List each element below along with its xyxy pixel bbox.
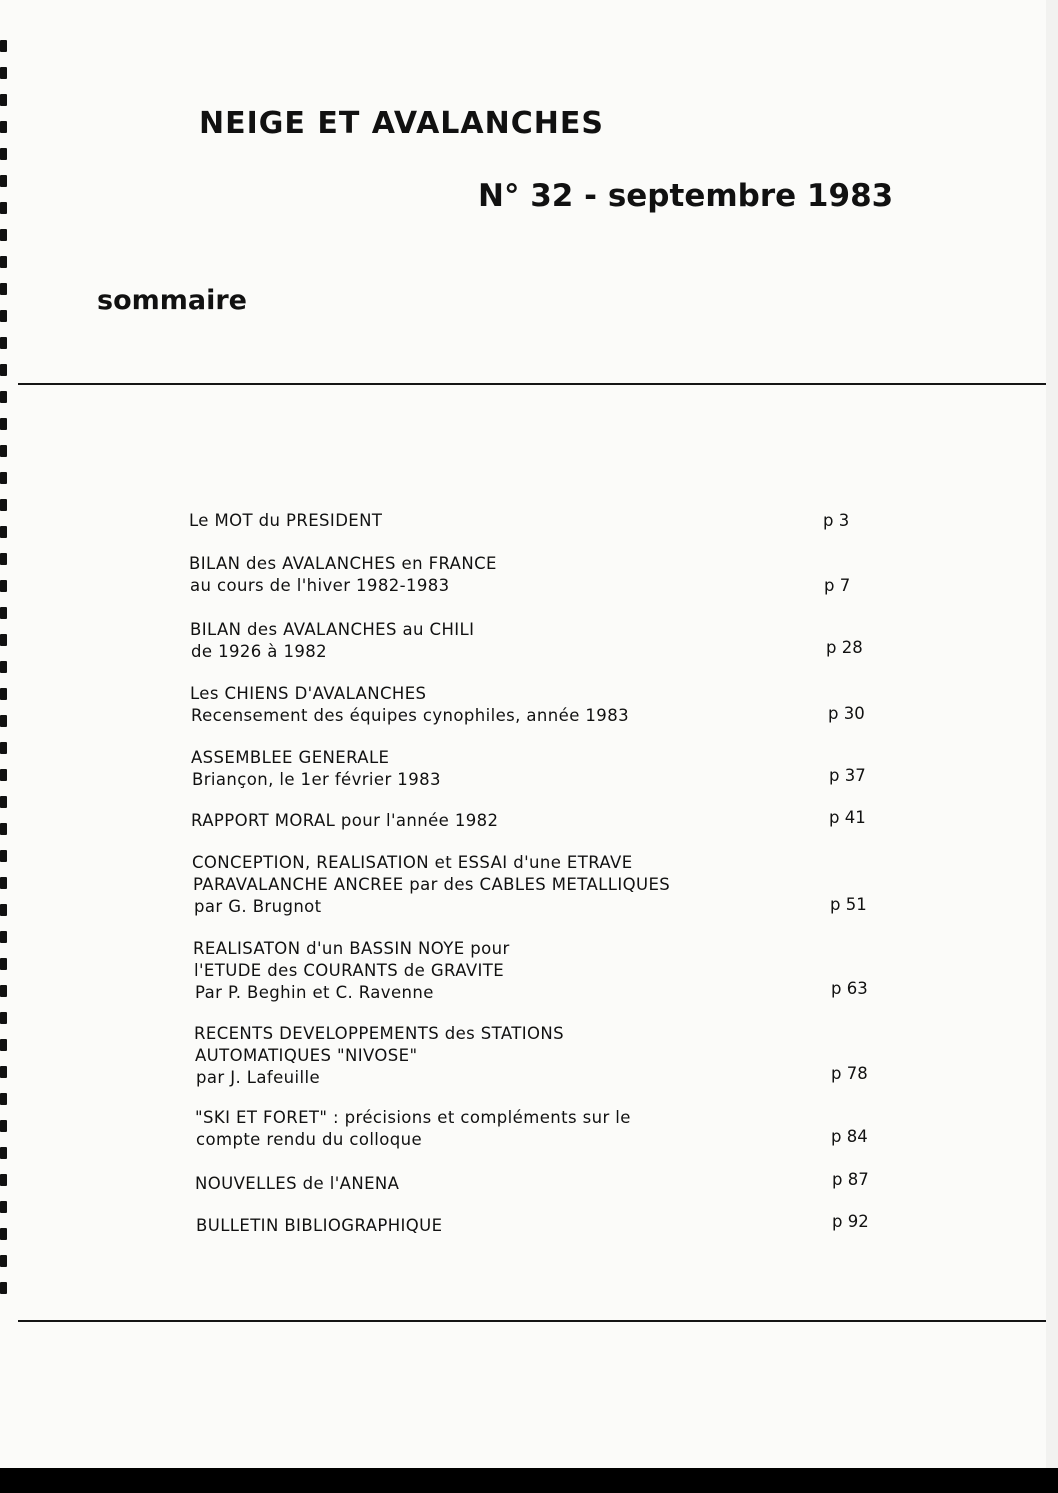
binding-hole xyxy=(0,580,7,592)
binding-hole xyxy=(0,202,7,214)
binding-hole xyxy=(0,985,7,997)
binding-hole xyxy=(0,1255,7,1267)
binding-hole xyxy=(0,1066,7,1078)
binding-hole xyxy=(0,472,7,484)
binding-hole xyxy=(0,445,7,457)
toc-entry-title-line: Briançon, le 1er février 1983 xyxy=(192,770,441,789)
binding-hole xyxy=(0,850,7,862)
issue-number: N° 32 - septembre 1983 xyxy=(478,178,894,214)
toc-entry-title-line: AUTOMATIQUES "NIVOSE" xyxy=(195,1046,418,1065)
toc-entry-page-number: p 84 xyxy=(831,1127,868,1146)
binding-hole xyxy=(0,742,7,754)
binding-hole xyxy=(0,1120,7,1132)
toc-entry-title-line: BILAN des AVALANCHES au CHILI xyxy=(190,620,475,639)
toc-entry-title-line: Le MOT du PRESIDENT xyxy=(189,511,383,530)
binding-hole xyxy=(0,229,7,241)
toc-entry-title-line: PARAVALANCHE ANCREE par des CABLES METALLIQUES xyxy=(193,875,671,894)
binding-hole xyxy=(0,661,7,673)
toc-entry-title-line: par J. Lafeuille xyxy=(196,1068,320,1087)
toc-entry-title-line: Recensement des équipes cynophiles, année 1983 xyxy=(191,706,629,725)
binding-hole xyxy=(0,1093,7,1105)
toc-entry-page-number: p 37 xyxy=(829,766,866,785)
binding-hole xyxy=(0,1228,7,1240)
toc-entry-title-line: au cours de l'hiver 1982-1983 xyxy=(190,576,450,595)
binding-hole xyxy=(0,310,7,322)
binding-hole xyxy=(0,634,7,646)
toc-entry-page-number: p 7 xyxy=(824,576,851,595)
binding-hole xyxy=(0,1282,7,1294)
binding-hole xyxy=(0,526,7,538)
toc-entry-page-number: p 30 xyxy=(828,704,865,723)
toc-entry-title-line: RECENTS DEVELOPPEMENTS des STATIONS xyxy=(194,1024,565,1043)
binding-holes xyxy=(0,0,14,1468)
binding-hole xyxy=(0,607,7,619)
toc-entry-title-line: BILAN des AVALANCHES en FRANCE xyxy=(189,554,497,573)
binding-hole xyxy=(0,256,7,268)
toc-entry-title-line: par G. Brugnot xyxy=(194,897,322,916)
binding-hole xyxy=(0,1147,7,1159)
binding-hole xyxy=(0,121,7,133)
toc-entry-title-line: CONCEPTION, REALISATION et ESSAI d'une ETRAVE xyxy=(192,853,633,872)
toc-entry-page-number: p 28 xyxy=(826,638,863,657)
binding-hole xyxy=(0,364,7,376)
binding-hole xyxy=(0,283,7,295)
binding-hole xyxy=(0,931,7,943)
binding-hole xyxy=(0,688,7,700)
toc-entry-title-line: Par P. Beghin et C. Ravenne xyxy=(195,983,434,1002)
toc-entry-page-number: p 41 xyxy=(829,808,866,827)
toc-entry-title-line: REALISATON d'un BASSIN NOYE pour xyxy=(193,939,510,958)
toc-entry-title-line: de 1926 à 1982 xyxy=(191,642,328,661)
toc-entry-page-number: p 78 xyxy=(831,1064,868,1083)
binding-hole xyxy=(0,796,7,808)
binding-hole xyxy=(0,1201,7,1213)
scan-margin-bottom xyxy=(0,1468,1058,1493)
binding-hole xyxy=(0,175,7,187)
binding-hole xyxy=(0,337,7,349)
binding-hole xyxy=(0,1174,7,1186)
toc-entry-page-number: p 87 xyxy=(832,1170,869,1189)
binding-hole xyxy=(0,553,7,565)
journal-title: NEIGE ET AVALANCHES xyxy=(199,106,604,141)
binding-hole xyxy=(0,40,7,52)
toc-entry-title-line: RAPPORT MORAL pour l'année 1982 xyxy=(191,811,499,830)
binding-hole xyxy=(0,1012,7,1024)
binding-hole xyxy=(0,823,7,835)
toc-entry-page-number: p 3 xyxy=(823,511,850,530)
binding-hole xyxy=(0,958,7,970)
binding-hole xyxy=(0,94,7,106)
binding-hole xyxy=(0,391,7,403)
scan-margin-right xyxy=(1046,0,1058,1493)
binding-hole xyxy=(0,1039,7,1051)
toc-entry-title-line: ASSEMBLEE GENERALE xyxy=(191,748,390,767)
binding-hole xyxy=(0,148,7,160)
summary-heading: sommaire xyxy=(97,285,247,316)
top-divider xyxy=(18,383,1046,385)
bottom-divider xyxy=(18,1320,1046,1322)
toc-entry-title-line: Les CHIENS D'AVALANCHES xyxy=(190,684,427,703)
toc-entry-page-number: p 63 xyxy=(831,979,868,998)
binding-hole xyxy=(0,418,7,430)
binding-hole xyxy=(0,904,7,916)
toc-entry-title-line: NOUVELLES de l'ANENA xyxy=(195,1174,400,1193)
toc-entry-page-number: p 51 xyxy=(830,895,867,914)
binding-hole xyxy=(0,715,7,727)
toc-entry-title-line: BULLETIN BIBLIOGRAPHIQUE xyxy=(196,1216,443,1235)
toc-entry-title-line: "SKI ET FORET" : précisions et compléments sur le xyxy=(195,1108,631,1127)
toc-entry-page-number: p 92 xyxy=(832,1212,869,1231)
binding-hole xyxy=(0,499,7,511)
binding-hole xyxy=(0,67,7,79)
toc-entry-title-line: l'ETUDE des COURANTS de GRAVITE xyxy=(194,961,505,980)
binding-hole xyxy=(0,877,7,889)
toc-entry-title-line: compte rendu du colloque xyxy=(196,1130,423,1149)
binding-hole xyxy=(0,769,7,781)
